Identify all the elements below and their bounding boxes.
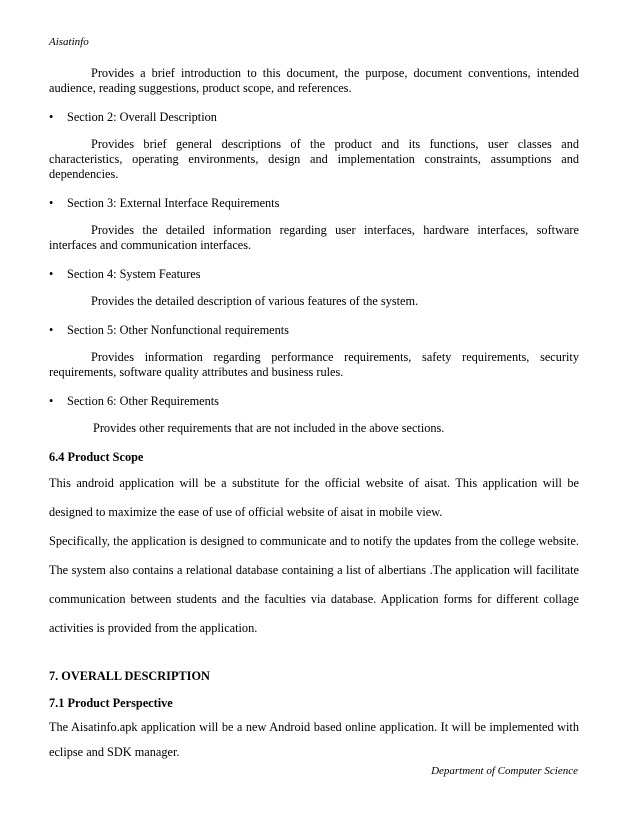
page-header: Aisatinfo: [49, 36, 89, 48]
section2-title: Section 2: Overall Description: [67, 110, 217, 124]
product-perspective-para: The Aisatinfo.apk application will be a new Android based online application. It will be implemented with eclipse and SDK manager.: [49, 720, 579, 759]
bullet-dot: •: [49, 323, 54, 337]
section3-bullet: [49, 196, 579, 211]
product-scope-body: [49, 469, 579, 643]
section5-description: Provides information regarding performance requirements, safety requirements, security requirements, software quality attributes and business rules.: [49, 350, 579, 379]
product-perspective-heading: 7.1 Product Perspective: [49, 696, 173, 710]
section6-description: Provides other requirements that are not included in the above sections.: [93, 421, 445, 435]
product-scope-para2: Specifically, the application is designed to communicate and to notify the updates from the college website. The system also contains a relational database containing a list of albertians .The application will facilitate communication between students and the faculties via database. Application forms for different collage activities is provided from the application.: [49, 534, 579, 635]
bullet-dot: •: [49, 110, 54, 124]
section3-title: Section 3: External Interface Requirements: [67, 196, 280, 210]
overall-description-heading: 7. OVERALL DESCRIPTION: [49, 669, 210, 683]
section1-description: Provides a brief introduction to this document, the purpose, document conventions, intended audience, reading suggestions, product scope, and references.: [49, 66, 579, 95]
section5-title: Section 5: Other Nonfunctional requirements: [67, 323, 289, 337]
bullet-dot: •: [49, 394, 54, 408]
page-footer: Department of Computer Science: [431, 765, 578, 777]
section4-bullet: [49, 267, 579, 282]
section6-bullet: [49, 394, 579, 409]
product-scope-heading: 6.4 Product Scope: [49, 450, 144, 464]
section6-title: Section 6: Other Requirements: [67, 394, 219, 408]
product-scope-para1: This android application will be a substitute for the official website of aisat. This application will be designed to maximize the ease of use of official website of aisat in mobile view.: [49, 476, 579, 519]
section3-description: Provides the detailed information regarding user interfaces, hardware interfaces, software interfaces and communication interfaces.: [49, 223, 579, 252]
section2-description: Provides brief general descriptions of the product and its functions, user classes and characteristics, operating environments, design and implementation constraints, assumptions and dependencies.: [49, 137, 579, 181]
section4-title: Section 4: System Features: [67, 267, 201, 281]
section4-description: Provides the detailed description of various features of the system.: [91, 294, 419, 308]
product-perspective-body: [49, 715, 579, 765]
section5-bullet: [49, 323, 579, 338]
page-content: [49, 66, 579, 765]
bullet-dot: •: [49, 267, 54, 281]
bullet-dot: •: [49, 196, 54, 210]
section2-bullet: [49, 110, 579, 125]
